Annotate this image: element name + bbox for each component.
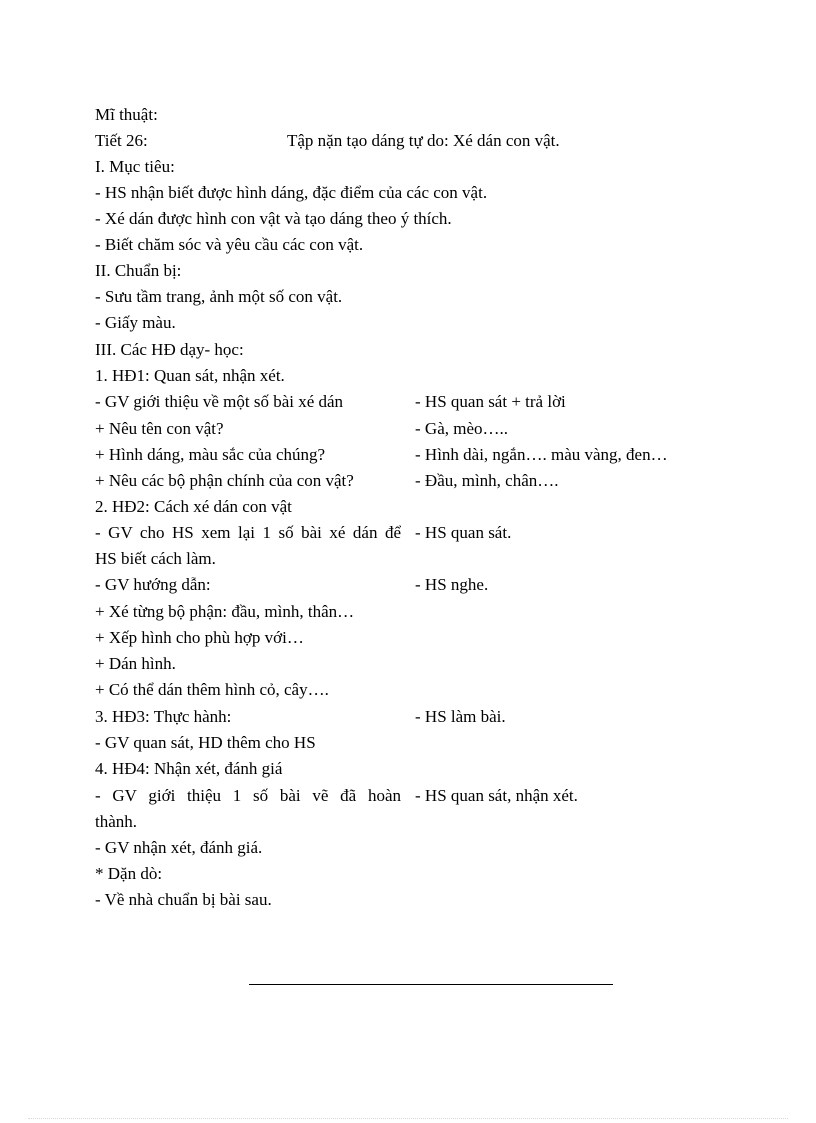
hd4-teacher-row-cont: thành. xyxy=(95,812,138,831)
activities-heading: III. Các HĐ dạy- học: xyxy=(95,340,244,359)
lesson-label: Tiết 26: xyxy=(95,131,148,150)
objective-item: - HS nhận biết được hình dáng, đặc điểm của các con vật. xyxy=(95,183,488,202)
hd3-student-row: - HS làm bài. xyxy=(415,707,506,726)
hd2-teacher-row: - GV cho HS xem lại 1 số bài xé dán để xyxy=(95,523,401,542)
end-rule xyxy=(249,984,613,985)
objective-item: - Xé dán được hình con vật và tạo dáng theo ý thích. xyxy=(95,209,452,228)
hd1-teacher-row: - GV giới thiệu về một số bài xé dán xyxy=(95,392,344,411)
hd2-teacher-row: - GV hướng dẫn: xyxy=(95,575,211,594)
objective-item: - Biết chăm sóc và yêu cầu các con vật. xyxy=(95,235,364,254)
lesson-title: Tập nặn tạo dáng tự do: Xé dán con vật. xyxy=(287,131,560,150)
objectives-heading: I. Mục tiêu: xyxy=(95,157,175,176)
hd1-student-row: - Đầu, mình, chân…. xyxy=(415,471,559,490)
hd1-student-row: - Hình dài, ngắn…. màu vàng, đen… xyxy=(415,445,668,464)
hd4-student-row: - HS quan sát, nhận xét. xyxy=(415,786,578,805)
hd2-student-row: - HS nghe. xyxy=(415,575,489,594)
hd1-heading: 1. HĐ1: Quan sát, nhận xét. xyxy=(95,366,285,385)
hd4-teacher-row: - GV giới thiệu 1 số bài vẽ đã hoàn xyxy=(95,786,401,805)
hd1-student-row: - Gà, mèo….. xyxy=(415,419,509,438)
homework-item: - Về nhà chuẩn bị bài sau. xyxy=(95,890,272,909)
prep-item: - Giấy màu. xyxy=(95,313,176,332)
hd2-teacher-row-cont: HS biết cách làm. xyxy=(95,549,216,568)
subject-label: Mĩ thuật: xyxy=(95,105,158,124)
hd2-step: + Có thể dán thêm hình cỏ, cây…. xyxy=(95,680,329,699)
homework-heading: * Dặn dò: xyxy=(95,864,163,883)
hd2-student-row: - HS quan sát. xyxy=(415,523,512,542)
hd4-heading: 4. HĐ4: Nhận xét, đánh giá xyxy=(95,759,283,778)
hd1-teacher-row: + Nêu các bộ phận chính của con vật? xyxy=(95,471,354,490)
hd4-teacher-row: - GV nhận xét, đánh giá. xyxy=(95,838,263,857)
prep-item: - Sưu tầm trang, ảnh một số con vật. xyxy=(95,287,343,306)
hd1-teacher-row: + Nêu tên con vật? xyxy=(95,419,224,438)
hd2-step: + Dán hình. xyxy=(95,654,176,673)
page-bottom-dotted-line xyxy=(28,1118,788,1119)
hd2-heading: 2. HĐ2: Cách xé dán con vật xyxy=(95,497,292,516)
hd1-teacher-row: + Hình dáng, màu sắc của chúng? xyxy=(95,445,326,464)
hd2-step: + Xếp hình cho phù hợp với… xyxy=(95,628,304,647)
prep-heading: II. Chuẩn bị: xyxy=(95,261,182,280)
hd3-teacher-row: - GV quan sát, HD thêm cho HS xyxy=(95,733,316,752)
hd1-student-row: - HS quan sát + trả lời xyxy=(415,392,566,411)
hd2-step: + Xé từng bộ phận: đầu, mình, thân… xyxy=(95,602,355,621)
hd3-heading: 3. HĐ3: Thực hành: xyxy=(95,707,232,726)
